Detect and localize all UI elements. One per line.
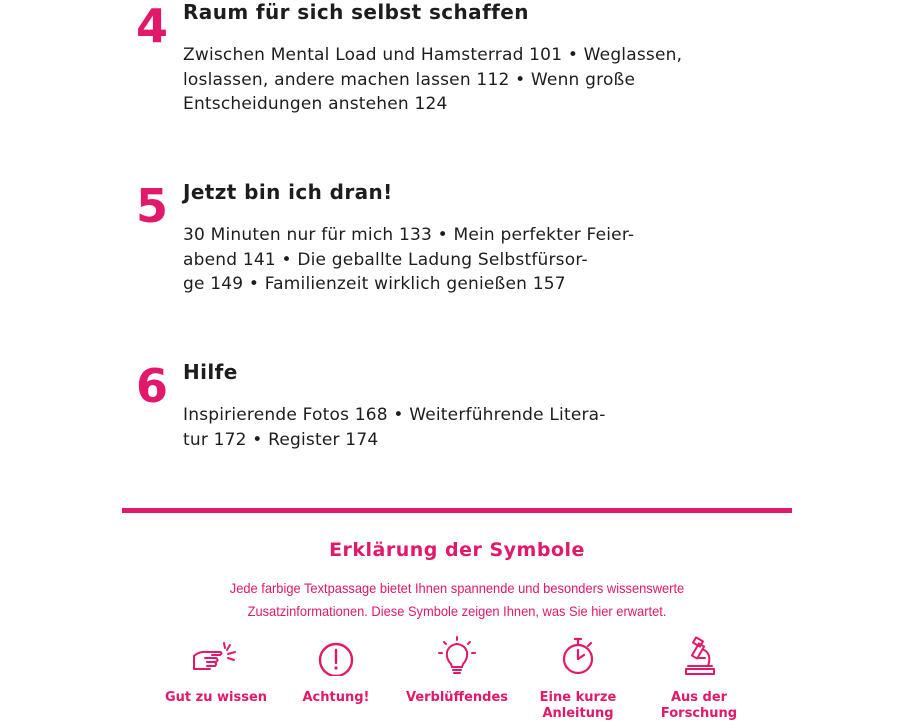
chapter-title: Raum für sich selbst schaffen bbox=[183, 0, 529, 24]
symbol-label: Achtung! bbox=[302, 690, 370, 705]
legend-description-line: Jede farbige Textpassage bietet Ihnen spannende und besonders wissenswerte bbox=[229, 580, 685, 596]
chapter-number: 6 bbox=[135, 359, 168, 413]
symbol-aus-der-forschung bbox=[639, 636, 759, 722]
symbol-label: Gut zu wissen bbox=[164, 690, 268, 705]
pointing-hand-icon bbox=[191, 636, 241, 676]
exclamation-circle-icon bbox=[311, 636, 361, 676]
chapter-entries bbox=[183, 403, 606, 452]
chapter-title: Hilfe bbox=[183, 360, 238, 384]
chapter-entry-line: Inspirierende Fotos 168 • Weiterführende Litera- bbox=[183, 405, 606, 425]
legend-description bbox=[37, 577, 878, 623]
symbol-label: Eine kurze Anleitung bbox=[539, 690, 617, 721]
section-divider bbox=[122, 508, 792, 513]
symbol-achtung bbox=[276, 636, 396, 706]
legend-description-line: Zusatzinformationen. Diese Symbole zeigen Ihnen, was Sie hier erwartet. bbox=[247, 603, 667, 619]
chapter-entry-line: loslassen, andere machen lassen 112 • Wenn große bbox=[183, 69, 636, 90]
chapter-entry-line: Zwischen Mental Load und Hamsterrad 101 • Weglassen, bbox=[183, 45, 683, 65]
chapter-entries bbox=[183, 43, 682, 117]
symbol-label: Aus der Forschung bbox=[660, 690, 738, 721]
chapter-number: 5 bbox=[135, 179, 168, 233]
microscope-icon bbox=[674, 636, 724, 676]
symbol-verblueffendes bbox=[397, 636, 517, 706]
chapter-entry-line: Entscheidungen anstehen 124 bbox=[183, 94, 448, 114]
chapter-title: Jetzt bin ich dran! bbox=[183, 180, 393, 204]
chapter-entries bbox=[183, 223, 634, 297]
chapter-entry-line: 30 Minuten nur für mich 133 • Mein perfekter Feier- bbox=[183, 225, 635, 245]
chapter-number: 4 bbox=[135, 0, 168, 53]
chapter-entry-line: abend 141 • Die geballte Ladung Selbstfürsor- bbox=[183, 249, 588, 270]
lightbulb-icon bbox=[432, 636, 482, 676]
symbol-gut-zu-wissen bbox=[156, 636, 276, 706]
stopwatch-icon bbox=[553, 636, 603, 676]
symbol-label: Verblüffendes bbox=[405, 690, 509, 705]
chapter-entry-line: tur 172 • Register 174 bbox=[183, 429, 379, 450]
symbol-eine-kurze-anleitung bbox=[518, 636, 638, 722]
chapter-entry-line: ge 149 • Familienzeit wirklich genießen 157 bbox=[183, 274, 566, 294]
legend-title: Erklärung der Symbole bbox=[329, 539, 585, 561]
